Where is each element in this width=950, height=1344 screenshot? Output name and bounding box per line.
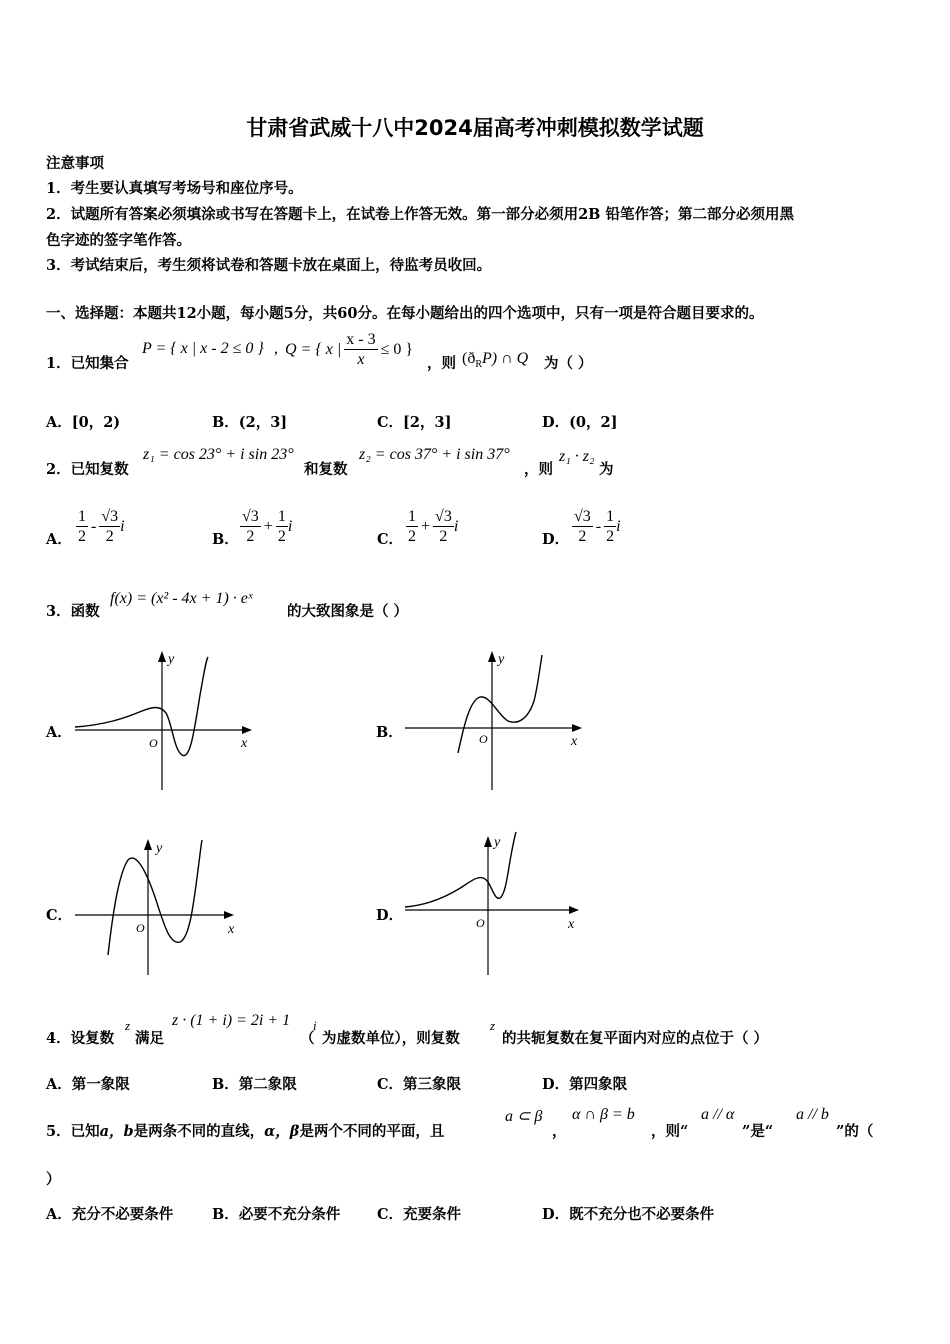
- q5-option-c: C．充要条件: [377, 1206, 462, 1223]
- q3-a-axis-y: y: [168, 652, 175, 667]
- q3-d-axis-y: y: [494, 835, 501, 850]
- q3-graph-d: [400, 830, 590, 980]
- q1-option-a: A．[0，2): [46, 414, 121, 431]
- q3-graph-c: [70, 830, 260, 980]
- q1-option-b: B．(2，3]: [212, 414, 288, 431]
- q2-prefix: 2．已知复数: [46, 461, 129, 478]
- page-title: 甘肃省武威十八中2024届高考冲刺模拟数学试题: [246, 116, 704, 140]
- q3-graph-b: [400, 645, 590, 795]
- q3-option-c-label: C．: [46, 907, 73, 924]
- q5-text6: ”的（: [836, 1123, 874, 1140]
- q1-expr: $(ð_RP)$ ∩ Q: [462, 350, 529, 371]
- q3-c-axis-y: y: [156, 841, 163, 856]
- q3-b-axis-x: x: [571, 734, 578, 749]
- q5-option-a: A．充分不必要条件: [46, 1206, 174, 1223]
- note-2b: 色字迹的签字笔作答。: [46, 232, 191, 249]
- q2-option-a-label: A．: [46, 531, 72, 548]
- q5-text4: ，则“: [651, 1123, 689, 1140]
- q1-suffix: 为（ ）: [544, 355, 593, 372]
- q3-prefix: 3．函数: [46, 603, 100, 620]
- note-3: 3．考试结束后，考生须将试卷和答题卡放在桌面上，待监考员收回。: [46, 257, 492, 274]
- q5-text5: ”是“: [742, 1123, 774, 1140]
- q3-b-curve: [458, 655, 542, 753]
- q2-mid2: ，则: [524, 461, 553, 478]
- section-heading: 一、选择题：本题共12小题，每小题5分，共60分。在每小题给出的四个选项中，只有一项是符合题目要求的。: [46, 305, 764, 322]
- q5-m3: a // α: [701, 1106, 735, 1123]
- q3-d-origin: O: [476, 916, 485, 930]
- q4-suffix: 的共轭复数在复平面内对应的点位于（ ）: [502, 1030, 769, 1047]
- q4-prefix: 4．设复数: [46, 1030, 115, 1047]
- q5-option-d: D．既不充分也不必要条件: [542, 1206, 715, 1223]
- q1-q-right: ≤ 0 }: [380, 340, 414, 358]
- q2-option-b-label: B．: [212, 531, 239, 548]
- q1-set-q: [285, 330, 413, 369]
- q1-mid: ，则: [427, 355, 456, 372]
- q1-comma: ,: [274, 340, 278, 357]
- q5-line: 5．已知a，b是两条不同的直线，α，β是两个不同的平面，且: [46, 1123, 445, 1140]
- q4-option-b: B．第二象限: [212, 1076, 297, 1093]
- q5-m1: a ⊂ β: [505, 1108, 543, 1125]
- notes-heading: 注意事项: [46, 155, 104, 172]
- q4-paren-text: 为虚数单位），则复数: [322, 1030, 460, 1047]
- q4-z2: z: [490, 1018, 496, 1033]
- q5-m4: a // b: [796, 1106, 829, 1123]
- q2-option-c: $\frac{1}{2}$ + $\frac{√3}{2}$ i: [408, 508, 459, 545]
- note-1: 1．考生要认真填写考场号和座位序号。: [46, 180, 303, 197]
- q2-suffix: 为: [599, 461, 614, 478]
- q3-c-axis-x: x: [228, 922, 235, 937]
- q3-b-axis-y: y: [498, 652, 505, 667]
- q4-option-d: D．第四象限: [542, 1076, 628, 1093]
- q3-option-b-label: B．: [376, 724, 403, 741]
- q5-close: ）: [46, 1171, 61, 1188]
- q5-c1: ，: [552, 1123, 567, 1140]
- q4-i: i: [313, 1018, 317, 1033]
- q1-q-den: x: [357, 351, 365, 368]
- q2-option-c-label: C．: [377, 531, 404, 548]
- q3-graph-a: [70, 645, 260, 795]
- q4-option-c: C．第三象限: [377, 1076, 462, 1093]
- q4-equation: z · (1 + i) = 2i + 1: [172, 1012, 291, 1029]
- q2-z2: z₂ = cos 37° + i sin 37°: [359, 446, 510, 463]
- q5-m2: α ∩ β = b: [572, 1106, 635, 1123]
- q1-q-left: Q = { x |: [285, 340, 342, 358]
- q2-option-a: $\frac{1}{2}$ - $\frac{√3}{2}$ i: [78, 508, 125, 545]
- q1-q-num: x - 3: [346, 331, 376, 348]
- q1-option-d: D．(0，2]: [542, 414, 618, 431]
- q1-set-p: P = { x | x - 2 ≤ 0 }: [142, 340, 264, 357]
- q2-z1: z₁ = cos 23° + i sin 23°: [143, 446, 294, 463]
- q4-option-a: A．第一象限: [46, 1076, 130, 1093]
- q4-z: z: [125, 1018, 131, 1033]
- q3-option-a-label: A．: [46, 724, 72, 741]
- q2-option-b: $\frac{√3}{2}$ + $\frac{1}{2}$ i: [242, 508, 293, 545]
- q2-mid: 和复数: [304, 461, 348, 478]
- q3-option-d-label: D．: [376, 907, 404, 924]
- note-2a: 2．试题所有答案必须填涂或书写在答题卡上，在试卷上作答无效。第一部分必须用2B 铅笔作答；第二部分必须用黑: [46, 206, 794, 223]
- q1-prefix: 1．已知集合: [46, 355, 129, 372]
- q3-suffix: 的大致图象是（ ）: [287, 603, 409, 620]
- q3-d-axis-x: x: [568, 917, 575, 932]
- q1-q-fraction: [344, 330, 377, 369]
- q4-paren-open: （: [300, 1030, 315, 1047]
- q2-option-d: $\frac{√3}{2}$ - $\frac{1}{2}$ i: [574, 508, 621, 545]
- q5-option-b: B．必要不充分条件: [212, 1206, 341, 1223]
- q3-a-origin: O: [149, 736, 158, 750]
- q2-option-d-label: D．: [542, 531, 570, 548]
- q3-a-axis-x: x: [241, 736, 248, 751]
- q3-b-origin: O: [479, 732, 488, 746]
- q3-c-curve: [108, 840, 202, 955]
- q3-c-origin: O: [136, 921, 145, 935]
- q2-product: z₁ · z₂: [559, 448, 595, 465]
- q3-a-curve: [75, 657, 208, 756]
- q4-mid: 满足: [135, 1030, 164, 1047]
- q1-option-c: C．[2，3]: [377, 414, 452, 431]
- q3-function: f(x) = (x² - 4x + 1) · eˣ: [110, 590, 253, 607]
